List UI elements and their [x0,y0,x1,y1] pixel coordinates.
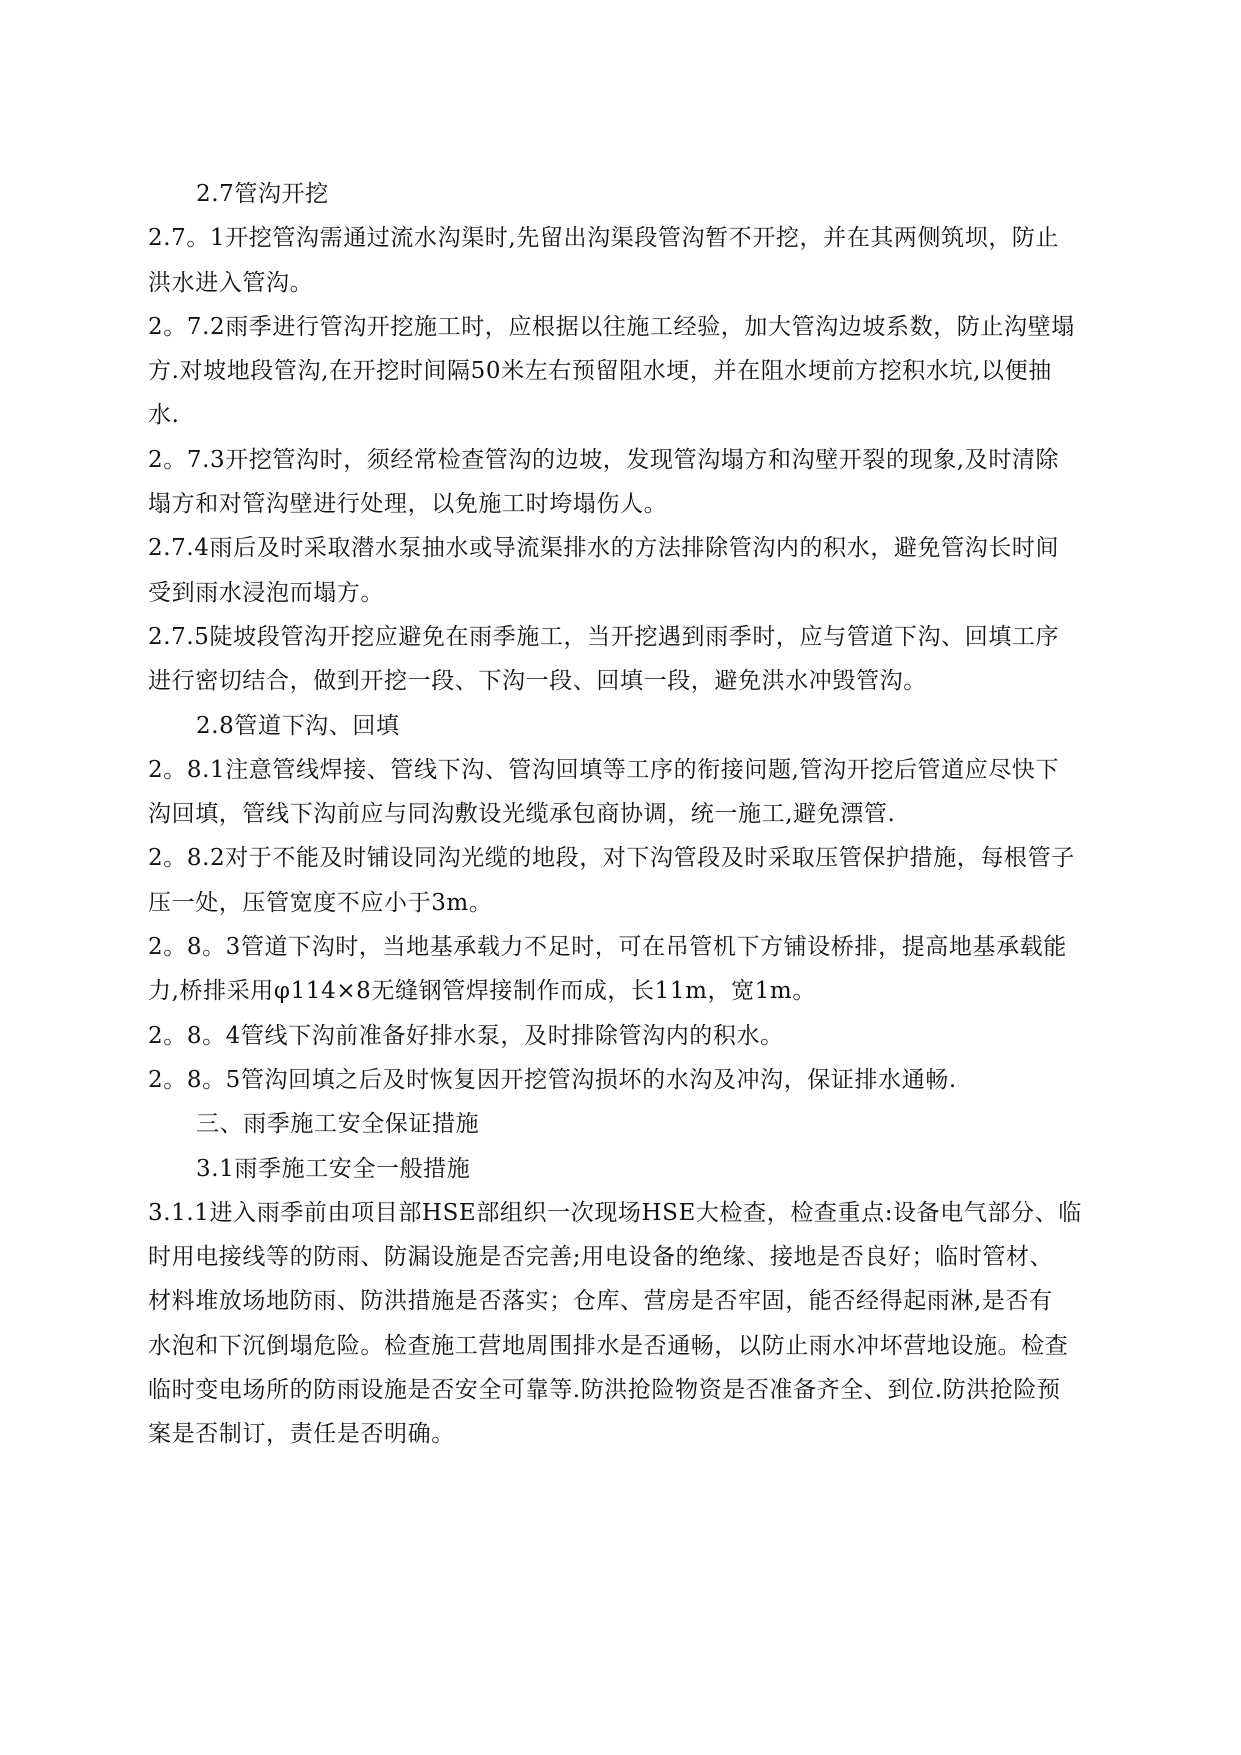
section-heading-3-1: 3.1雨季施工安全一般措施 [196,1155,471,1182]
paragraph-line: 2。8。5管沟回填之后及时恢复因开挖管沟损坏的水沟及冲沟，保证排水通畅. [148,1066,957,1093]
paragraph-line: 水. [148,402,180,429]
paragraph-line: 2。7.2雨季进行管沟开挖施工时，应根据以往施工经验，加大管沟边坡系数，防止沟壁塌 [148,313,1075,340]
paragraph-line: 2。8。3管道下沟时，当地基承载力不足时，可在吊管机下方铺设桥排，提高地基承载能 [148,934,1067,961]
paragraph-line: 方.对坡地段管沟,在开挖时间隔50米左右预留阻水埂，并在阻水埂前方挖积水坑,以便抽 [148,358,1052,385]
document-body [148,172,1108,1457]
paragraph-line: 时用电接线等的防雨、防漏设施是否完善;用电设备的绝缘、接地是否良好；临时管材、 [148,1244,1054,1271]
paragraph-line: 洪水进入管沟。 [148,269,314,296]
paragraph-line: 压一处，压管宽度不应小于3m。 [148,889,493,916]
paragraph-line: 塌方和对管沟壁进行处理，以免施工时垮塌伤人。 [148,491,668,518]
chapter-heading-3: 三、雨季施工安全保证措施 [196,1111,480,1138]
paragraph-line: 案是否制订，责任是否明确。 [148,1421,455,1448]
paragraph-line: 临时变电场所的防雨设施是否安全可靠等.防洪抢险物资是否准备齐全、到位.防洪抢险预 [148,1377,1061,1404]
paragraph-line: 受到雨水浸泡而塌方。 [148,579,384,606]
paragraph-line: 2.7。1开挖管沟需通过流水沟渠时,先留出沟渠段管沟暂不开挖，并在其两侧筑坝，防止 [148,225,1060,252]
paragraph-line: 2.7.5陡坡段管沟开挖应避免在雨季施工，当开挖遇到雨季时，应与管道下沟、回填工序 [148,623,1060,650]
paragraph-line: 2.7.4雨后及时采取潜水泵抽水或导流渠排水的方法排除管沟内的积水，避免管沟长时间 [148,535,1060,562]
section-heading-2-7: 2.7管沟开挖 [196,181,329,207]
paragraph-line: 2。7.3开挖管沟时，须经常检查管沟的边坡，发现管沟塌方和沟壁开裂的现象,及时清除 [148,446,1060,473]
paragraph-line: 2。8.1注意管线焊接、管线下沟、管沟回填等工序的衔接问题,管沟开挖后管道应尽快下 [148,756,1060,783]
paragraph-line: 沟回填，管线下沟前应与同沟敷设光缆承包商协调，统一施工,避免漂管. [148,801,896,828]
paragraph-line: 力,桥排采用φ114×8无缝钢管焊接制作而成，长11m，宽1m。 [148,978,816,1005]
paragraph-line: 水泡和下沉倒塌危险。检查施工营地周围排水是否通畅，以防止雨水冲坏营地设施。检查 [148,1332,1069,1359]
section-heading-2-8: 2.8管道下沟、回填 [196,712,400,739]
paragraph-line: 3.1.1进入雨季前由项目部HSE部组织一次现场HSE大检查，检查重点:设备电气部分、临 [148,1199,1082,1226]
paragraph-line: 2。8。4管线下沟前准备好排水泵，及时排除管沟内的积水。 [148,1022,784,1049]
paragraph-line: 2。8.2对于不能及时铺设同沟光缆的地段，对下沟管段及时采取压管保护措施，每根管子 [148,845,1075,872]
paragraph-line: 材料堆放场地防雨、防洪措施是否落实；仓库、营房是否牢固，能否经得起雨淋,是否有 [148,1288,1053,1315]
paragraph-line: 进行密切结合，做到开挖一段、下沟一段、回填一段，避免洪水冲毁管沟。 [148,668,927,695]
